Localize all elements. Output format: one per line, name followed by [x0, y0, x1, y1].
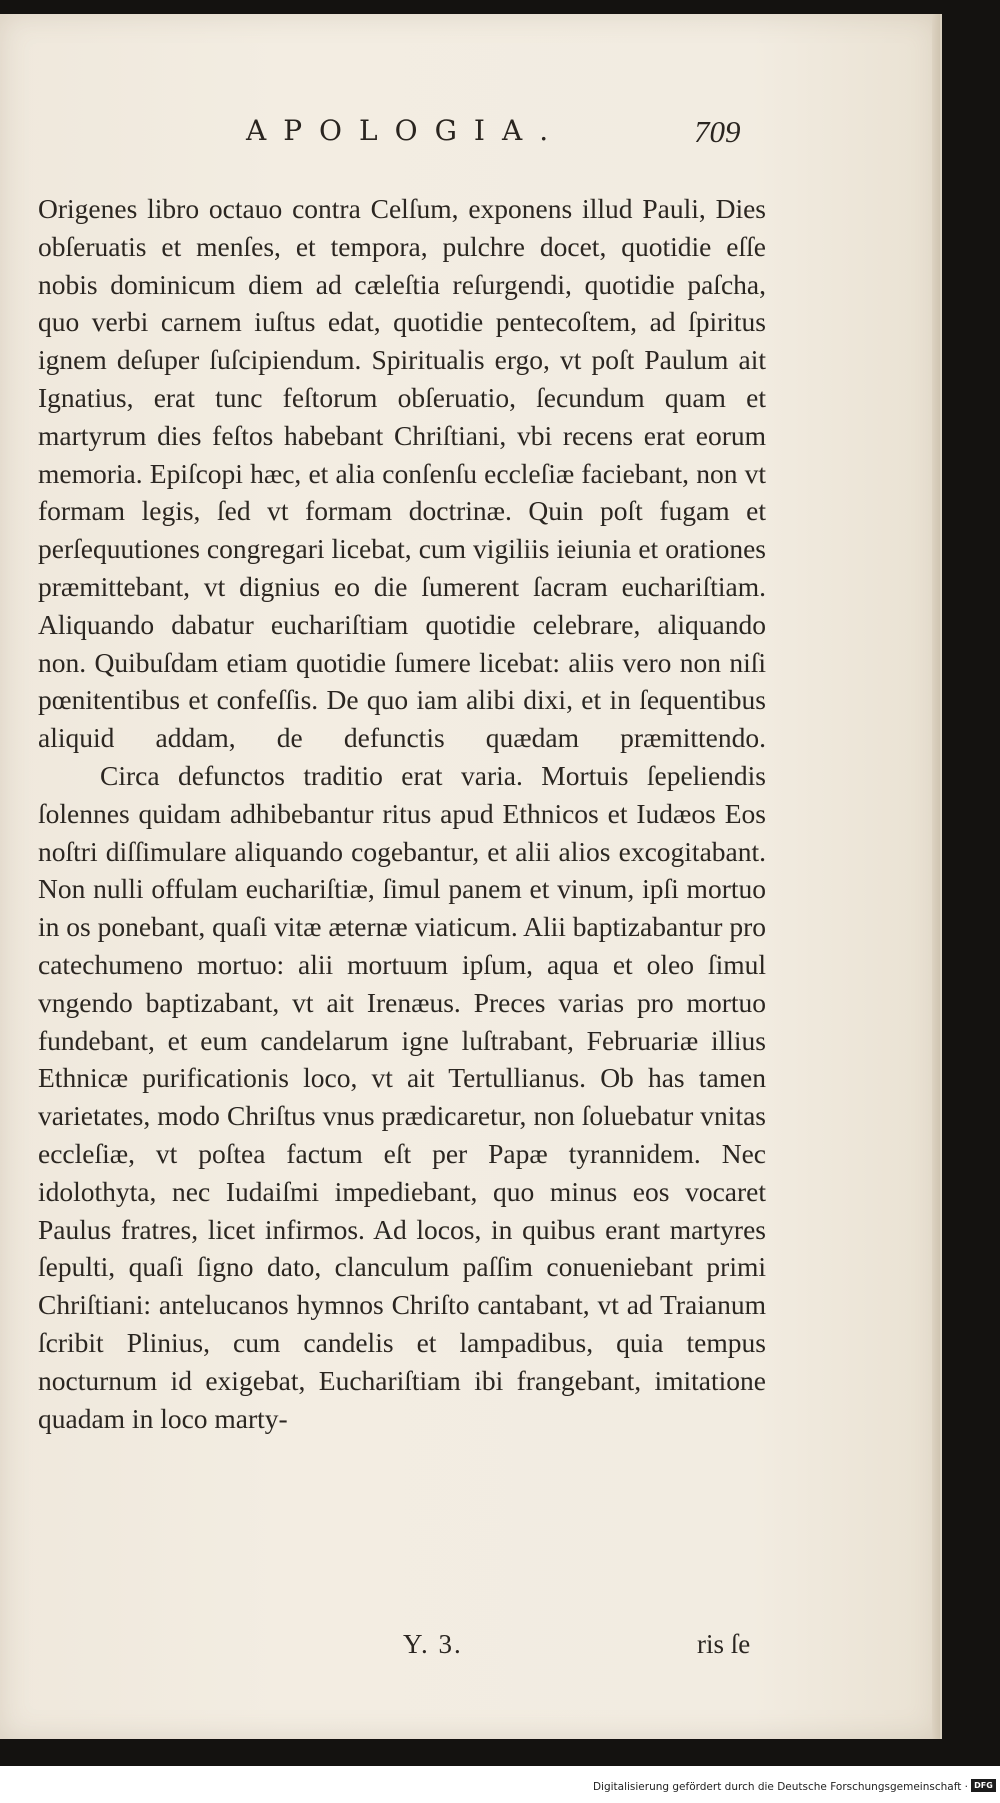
running-title: APOLOGIA.: [246, 114, 566, 147]
page-edge: [932, 14, 940, 1739]
page-footer: [0, 1629, 940, 1669]
body-text: [38, 190, 766, 1437]
catchword: ris ſe: [697, 1629, 751, 1659]
book-page: [0, 14, 942, 1739]
running-head: [0, 114, 940, 158]
paragraph: Origenes libro octauo contra Celſum, exponens illud Pauli, Dies obſeruatis et menſes, et tempora, pulchre docet, quotidie eſſe nobis dominicum diem ad cæleſtia reſurgendi, quotidie paſcha, quo verbi carnem iuſtus edat, quotidie pentecoſtem, ad ſpiritus ignem deſuper ſuſcipiendum. Spiritualis ergo, vt poſt Paulum ait Ignatius, erat tunc feſtorum obſeruatio, ſecundum quam et martyrum dies feſtos habebant Chriſtiani, vbi recens erat eorum memoria. Epiſcopi hæc, et alia conſenſu eccleſiæ faciebant, non vt formam legis, ſed vt formam doctrinæ. Quin poſt fugam et perſequutiones congregari licebat, cum vigiliis ieiunia et orationes præmittebant, vt dignius eo die ſumerent ſacram euchariſtiam. Aliquando dabatur euchariſtiam quotidie celebrare, aliquando non. Quibuſdam etiam quotidie ſumere licebat: aliis vero non niſi pœnitentibus et confeſſis. De quo iam alibi dixi, et in ſequentibus aliquid addam, de defunctis quædam præmittendo.: [38, 193, 766, 754]
signature-mark: Y. 3.: [403, 1629, 463, 1659]
page-number: 709: [694, 114, 741, 149]
dfg-logo-icon: DFG: [971, 1779, 996, 1792]
digitization-credit-bar: [0, 1766, 1000, 1803]
credit-text: Digitalisierung gefördert durch die Deutsche Forschungsgemeinschaft ·: [592, 1781, 968, 1793]
paragraph: Circa defunctos traditio erat varia. Mortuis ſepeliendis ſolennes quidam adhibebantur ritus apud Ethnicos et Iudæos Eos noſtri diſſimulare aliquando cogebantur, et alii alios excogitabant. Non nulli offulam euchariſtiæ, ſimul panem et vinum, ipſi mortuo in os ponebant, quaſi vitæ æternæ viaticum. Alii baptizabantur pro catechumeno mortuo: alii mortuum ipſum, aqua et oleo ſimul vngendo baptizabant, vt ait Irenæus. Preces varias pro mortuo fundebant, et eum candelarum igne luſtrabant, Februariæ illius Ethnicæ purificationis loco, vt ait Tertullianus. Ob has tamen varietates, modo Chriſtus vnus prædicaretur, non ſoluebatur vnitas eccleſiæ, vt poſtea factum eſt per Papæ tyrannidem. Nec idolothyta, nec Iudaiſmi impediebant, quo minus eos vocaret Paulus fratres, licet infirmos. Ad locos, in quibus erant martyres ſepulti, quaſi ſigno dato, clanculum paſſim conueniebant primi Chriſtiani: antelucanos hymnos Chriſto cantabant, vt ad Traianum ſcribit Plinius, cum candelis et lampadibus, quia tempus nocturnum id exigebat, Euchariſtiam ibi frangebant, imitatione quadam in loco marty-: [38, 759, 766, 1434]
